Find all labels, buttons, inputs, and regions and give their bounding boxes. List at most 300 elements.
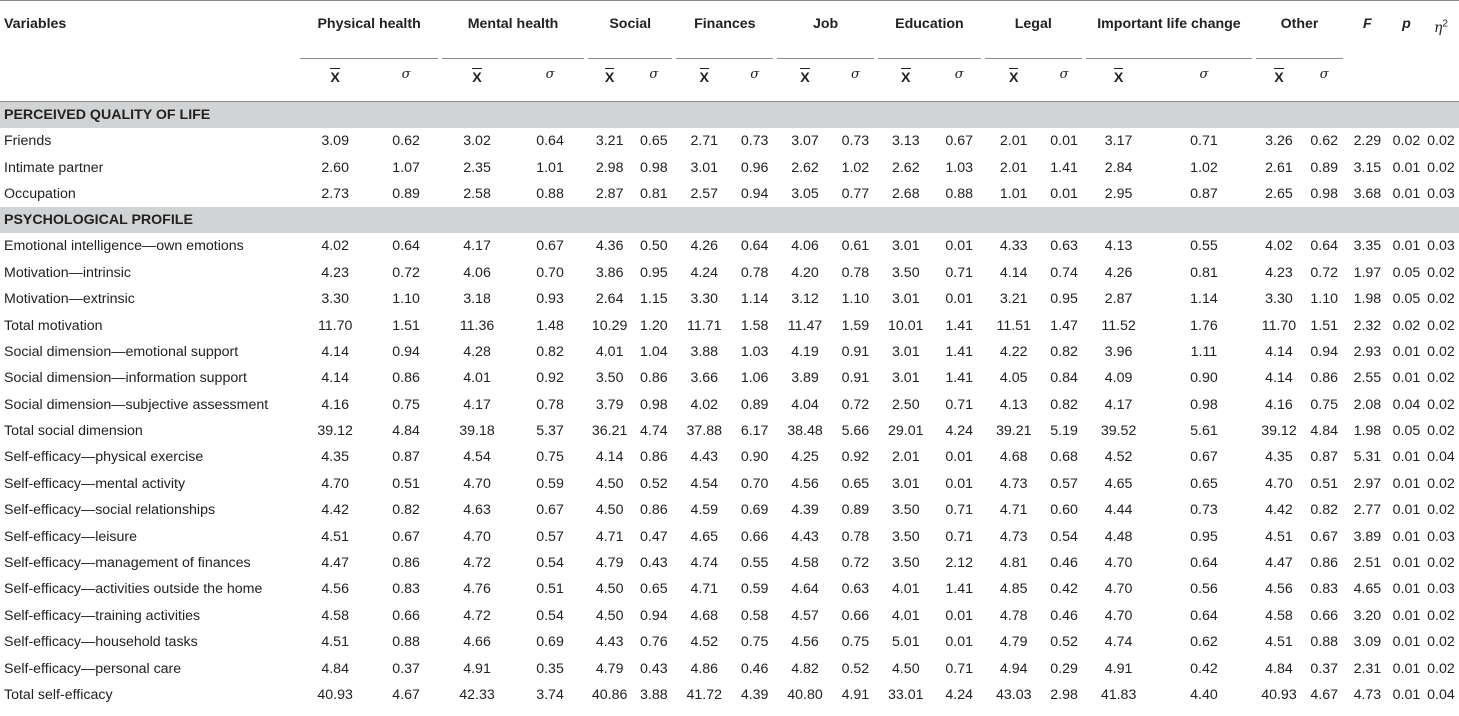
table-cell: 0.01 <box>1392 581 1421 598</box>
table-cell: 38.48 <box>787 423 823 440</box>
table-cell: 1.01 <box>536 159 564 176</box>
table-cell: 0.52 <box>640 475 668 492</box>
table-cell: 5.31 <box>1353 449 1382 466</box>
table-cell: 4.74 <box>1104 634 1133 651</box>
sd-symbol: σ <box>372 59 440 102</box>
table-cell: 4.43 <box>690 449 719 466</box>
table-cell: 4.70 <box>463 475 491 492</box>
table-row <box>0 603 1459 629</box>
mean-symbol: X <box>586 59 633 102</box>
mean-symbol: X <box>1254 59 1303 102</box>
table-cell: 3.86 <box>595 264 624 281</box>
table-cell: 4.43 <box>595 634 624 651</box>
table-cell: 4.76 <box>463 581 491 598</box>
table-cell: 40.80 <box>787 687 823 703</box>
row-label: Self-efficacy—training activities <box>4 607 201 624</box>
table-row <box>0 576 1459 602</box>
table-cell: 2.93 <box>1353 343 1382 360</box>
table-cell: 4.02 <box>690 396 719 413</box>
table-cell: 4.70 <box>321 475 349 492</box>
table-cell: 0.82 <box>1050 396 1078 413</box>
table-cell: 4.74 <box>690 555 719 572</box>
table-cell: 2.55 <box>1353 370 1382 387</box>
table-cell: 0.01 <box>945 291 974 308</box>
table-cell: 4.01 <box>891 607 920 624</box>
table-cell: 0.62 <box>392 133 420 150</box>
group-header-important-life-change: Important life change <box>1084 1 1255 59</box>
row-label: Emotional intelligence—own emotions <box>4 238 244 255</box>
table-cell: 2.12 <box>945 555 974 572</box>
table-cell: 1.98 <box>1353 423 1382 440</box>
table-cell: 4.51 <box>1265 528 1293 545</box>
section-header: PSYCHOLOGICAL PROFILE <box>0 207 1459 233</box>
table-cell: 0.64 <box>392 238 420 255</box>
table-cell: 4.56 <box>791 475 819 492</box>
table-cell: 0.92 <box>841 449 870 466</box>
table-cell: 10.29 <box>591 317 628 334</box>
table-cell: 4.79 <box>595 660 624 677</box>
table-cell: 0.98 <box>640 159 668 176</box>
table-cell: 0.02 <box>1427 159 1455 176</box>
table-cell: 4.47 <box>1265 555 1293 572</box>
table-cell: 3.09 <box>1353 634 1382 651</box>
table-cell: 0.57 <box>1050 475 1078 492</box>
table-cell: 4.51 <box>321 528 349 545</box>
table-cell: 3.21 <box>595 133 624 150</box>
table-cell: 2.87 <box>595 185 624 202</box>
table-row <box>0 365 1459 391</box>
table-cell: 4.84 <box>1265 660 1293 677</box>
table-cell: 0.52 <box>1050 634 1078 651</box>
table-cell: 0.82 <box>1050 343 1078 360</box>
table-cell: 2.98 <box>1050 687 1078 703</box>
table-cell: 3.01 <box>891 343 920 360</box>
table-cell: 1.01 <box>999 185 1028 202</box>
table-cell: 11.36 <box>459 317 495 334</box>
table-cell: 0.51 <box>1310 475 1339 492</box>
table-cell: 4.51 <box>321 634 349 651</box>
table-cell: 40.93 <box>317 687 353 703</box>
table-cell: 0.64 <box>1190 607 1218 624</box>
table-cell: 3.17 <box>1104 133 1133 150</box>
table-cell: 2.71 <box>690 133 719 150</box>
table-cell: 0.02 <box>1427 660 1455 677</box>
mean-symbol: X <box>1084 59 1154 102</box>
table-cell: 0.04 <box>1427 449 1455 466</box>
table-cell: 0.56 <box>1190 581 1218 598</box>
table-cell: 0.05 <box>1392 264 1421 281</box>
row-label: Self-efficacy—social relationships <box>4 502 216 519</box>
table-cell: 4.14 <box>999 264 1028 281</box>
table-cell: 0.50 <box>640 238 668 255</box>
table-row <box>0 339 1459 365</box>
table-cell: 4.40 <box>1190 687 1218 703</box>
table-cell: 4.94 <box>999 660 1028 677</box>
table-cell: 0.90 <box>740 449 769 466</box>
table-row <box>0 497 1459 523</box>
table-cell: 0.37 <box>1310 660 1339 677</box>
table-cell: 0.59 <box>740 581 769 598</box>
table-cell: 0.35 <box>536 660 564 677</box>
group-header-job: Job <box>775 1 876 59</box>
sd-symbol: σ <box>1154 59 1255 102</box>
table-cell: 3.79 <box>595 396 624 413</box>
table-cell: 0.47 <box>640 528 668 545</box>
table-cell: 5.66 <box>841 423 870 440</box>
table-cell: 0.65 <box>640 133 668 150</box>
table-cell: 4.44 <box>1104 502 1133 519</box>
table-cell: 3.50 <box>891 528 920 545</box>
table-cell: 4.70 <box>1265 475 1293 492</box>
table-cell: 0.90 <box>1190 370 1218 387</box>
mean-symbol: X <box>983 59 1045 102</box>
table-cell: 4.22 <box>999 343 1028 360</box>
table-cell: 0.01 <box>1392 528 1421 545</box>
table-cell: 4.13 <box>999 396 1028 413</box>
row-label: Total motivation <box>4 317 103 334</box>
table-cell: 3.01 <box>891 238 920 255</box>
table-cell: 43.03 <box>995 687 1032 703</box>
table-cell: 3.09 <box>321 133 349 150</box>
table-cell: 3.15 <box>1353 159 1382 176</box>
table-cell: 0.76 <box>640 634 668 651</box>
table-cell: 4.79 <box>595 555 624 572</box>
row-label: Friends <box>4 133 52 150</box>
table-cell: 0.04 <box>1427 687 1455 703</box>
table-cell: 0.89 <box>841 502 870 519</box>
table-cell: 4.64 <box>791 581 819 598</box>
table-cell: 4.73 <box>1353 687 1382 703</box>
table-cell: 4.48 <box>1104 528 1133 545</box>
table-row <box>0 655 1459 681</box>
table-cell: 0.01 <box>1050 133 1078 150</box>
table-cell: 0.91 <box>841 370 870 387</box>
table-cell: 0.02 <box>1427 475 1455 492</box>
sd-symbol: σ <box>835 59 876 102</box>
table-cell: 0.86 <box>640 449 668 466</box>
sd-symbol: σ <box>514 59 586 102</box>
table-cell: 0.02 <box>1392 133 1421 150</box>
row-label: Self-efficacy—physical exercise <box>4 449 204 466</box>
table-cell: 4.39 <box>791 502 819 519</box>
table-cell: 4.14 <box>595 449 624 466</box>
table-cell: 5.37 <box>536 423 564 440</box>
table-cell: 1.10 <box>841 291 870 308</box>
table-cell: 39.18 <box>459 423 495 440</box>
table-cell: 2.84 <box>1104 159 1133 176</box>
table-cell: 4.01 <box>463 370 491 387</box>
table-cell: 0.72 <box>841 396 870 413</box>
table-cell: 4.82 <box>791 660 819 677</box>
table-row <box>0 523 1459 549</box>
table-cell: 0.98 <box>1190 396 1218 413</box>
table-cell: 11.70 <box>317 317 353 334</box>
table-cell: 0.78 <box>740 264 769 281</box>
table-cell: 3.07 <box>791 133 819 150</box>
table-cell: 10.01 <box>888 317 924 334</box>
table-cell: 2.65 <box>1265 185 1293 202</box>
table-cell: 0.70 <box>740 475 769 492</box>
table-cell: 4.73 <box>999 528 1028 545</box>
table-cell: 0.55 <box>1190 238 1218 255</box>
table-cell: 0.02 <box>1427 634 1455 651</box>
table-cell: 4.26 <box>1104 264 1133 281</box>
table-cell: 4.01 <box>595 343 624 360</box>
table-cell: 0.93 <box>536 291 564 308</box>
row-label: Self-efficacy—mental activity <box>4 475 186 492</box>
table-cell: 0.01 <box>1392 555 1421 572</box>
table-cell: 4.73 <box>999 475 1028 492</box>
table-cell: 3.02 <box>463 133 491 150</box>
table-cell: 1.41 <box>945 343 974 360</box>
table-cell: 4.05 <box>999 370 1028 387</box>
table-cell: 4.36 <box>595 238 624 255</box>
table-cell: 4.79 <box>999 634 1028 651</box>
table-cell: 1.20 <box>640 317 668 334</box>
table-cell: 0.88 <box>1310 634 1339 651</box>
row-label: Motivation—extrinsic <box>4 291 135 308</box>
row-label: Total self-efficacy <box>4 687 113 703</box>
table-cell: 0.91 <box>841 343 870 360</box>
table-cell: 0.87 <box>1310 449 1339 466</box>
eta-squared-header: $\eta^2$ <box>1423 1 1459 102</box>
table-cell: 4.33 <box>999 238 1028 255</box>
section-header: PERCEIVED QUALITY OF LIFE <box>0 102 1459 129</box>
table-row <box>0 312 1459 338</box>
table-cell: 0.05 <box>1392 423 1421 440</box>
table-cell: 0.87 <box>1190 185 1218 202</box>
table-cell: 4.43 <box>791 528 819 545</box>
table-cell: 0.84 <box>1050 370 1078 387</box>
table-cell: 0.86 <box>1310 555 1339 572</box>
table-cell: 11.51 <box>996 317 1031 334</box>
table-cell: 0.95 <box>1190 528 1218 545</box>
table-cell: 0.95 <box>640 264 668 281</box>
table-cell: 4.06 <box>463 264 491 281</box>
table-cell: 3.50 <box>891 555 920 572</box>
table-cell: 0.03 <box>1427 185 1455 202</box>
subheader-blank <box>0 59 298 102</box>
table-cell: 0.02 <box>1427 502 1455 519</box>
table-cell: 3.13 <box>891 133 920 150</box>
sd-symbol: σ <box>936 59 983 102</box>
table-cell: 0.01 <box>1392 159 1421 176</box>
p-header: p <box>1390 1 1423 102</box>
table-cell: 4.16 <box>1265 396 1293 413</box>
table-cell: 2.31 <box>1353 660 1382 677</box>
table-cell: 0.71 <box>945 660 974 677</box>
table-cell: 1.51 <box>1310 317 1339 334</box>
sd-symbol: σ <box>734 59 775 102</box>
table-cell: 4.86 <box>690 660 719 677</box>
table-cell: 0.65 <box>640 581 668 598</box>
table-cell: 0.71 <box>945 502 974 519</box>
table-cell: 1.15 <box>640 291 668 308</box>
table-cell: 0.42 <box>1050 581 1078 598</box>
table-cell: 3.01 <box>891 475 920 492</box>
table-cell: 0.02 <box>1427 423 1455 440</box>
table-cell: 0.88 <box>536 185 564 202</box>
table-cell: 1.06 <box>740 370 769 387</box>
table-cell: 0.02 <box>1427 555 1455 572</box>
table-cell: 0.72 <box>1310 264 1339 281</box>
table-cell: 3.01 <box>690 159 719 176</box>
table-cell: 0.78 <box>841 528 870 545</box>
table-cell: 0.72 <box>841 555 870 572</box>
table-cell: 3.21 <box>999 291 1028 308</box>
table-cell: 4.58 <box>791 555 819 572</box>
table-cell: 4.84 <box>321 660 349 677</box>
table-cell: 0.01 <box>1392 607 1421 624</box>
table-cell: 4.56 <box>321 581 349 598</box>
table-cell: 0.03 <box>1427 581 1455 598</box>
table-cell: 3.89 <box>1353 528 1382 545</box>
table-cell: 0.73 <box>841 133 870 150</box>
table-row <box>0 260 1459 286</box>
table-cell: 4.09 <box>1104 370 1133 387</box>
table-cell: 0.67 <box>1310 528 1339 545</box>
table-cell: 0.01 <box>945 607 974 624</box>
table-cell: 4.71 <box>690 581 719 598</box>
table-cell: 4.39 <box>740 687 769 703</box>
mean-symbol: X <box>674 59 734 102</box>
table-cell: 0.89 <box>392 185 420 202</box>
table-cell: 0.92 <box>536 370 564 387</box>
table-cell: 4.63 <box>463 502 491 519</box>
table-cell: 0.82 <box>392 502 420 519</box>
f-header: F <box>1345 1 1390 102</box>
table-cell: 4.58 <box>321 607 349 624</box>
table-cell: 4.50 <box>595 502 624 519</box>
table-cell: 37.88 <box>686 423 722 440</box>
table-cell: 4.02 <box>321 238 349 255</box>
table-cell: 4.91 <box>463 660 491 677</box>
table-cell: 0.01 <box>945 475 974 492</box>
table-cell: 1.51 <box>392 317 420 334</box>
table-cell: 0.82 <box>536 343 564 360</box>
table-cell: 4.14 <box>1265 343 1293 360</box>
table-cell: 39.12 <box>317 423 353 440</box>
table-cell: 2.01 <box>891 449 920 466</box>
table-cell: 2.98 <box>595 159 624 176</box>
table-cell: 0.02 <box>1427 370 1455 387</box>
table-cell: 3.26 <box>1265 133 1293 150</box>
table-cell: 0.68 <box>1050 449 1078 466</box>
table-cell: 4.19 <box>791 343 819 360</box>
table-cell: 1.02 <box>841 159 870 176</box>
table-cell: 1.41 <box>945 581 974 598</box>
table-cell: 0.66 <box>841 607 870 624</box>
table-cell: 4.57 <box>791 607 819 624</box>
table-cell: 0.75 <box>392 396 420 413</box>
table-cell: 0.71 <box>945 396 974 413</box>
table-cell: 0.67 <box>1190 449 1218 466</box>
table-cell: 2.35 <box>463 159 491 176</box>
table-cell: 0.54 <box>1050 528 1078 545</box>
table-cell: 1.41 <box>1050 159 1078 176</box>
table-cell: 0.73 <box>1190 502 1218 519</box>
table-cell: 0.43 <box>640 555 668 572</box>
table-cell: 4.58 <box>1265 607 1293 624</box>
table-cell: 5.19 <box>1050 423 1078 440</box>
table-cell: 2.97 <box>1353 475 1382 492</box>
table-cell: 4.56 <box>1265 581 1293 598</box>
mean-symbol: X <box>775 59 835 102</box>
table-cell: 0.01 <box>1392 343 1421 360</box>
table-cell: 0.78 <box>841 264 870 281</box>
table-cell: 4.06 <box>791 238 819 255</box>
sd-symbol: σ <box>1045 59 1084 102</box>
table-cell: 33.01 <box>888 687 924 703</box>
table-cell: 11.71 <box>687 317 722 334</box>
table-cell: 0.01 <box>1392 502 1421 519</box>
table-cell: 0.29 <box>1050 660 1078 677</box>
table-cell: 1.03 <box>945 159 974 176</box>
table-cell: 1.03 <box>740 343 769 360</box>
table-cell: 42.33 <box>459 687 495 703</box>
table-row <box>0 629 1459 655</box>
table-cell: 0.43 <box>640 660 668 677</box>
table-cell: 3.74 <box>536 687 564 703</box>
table-cell: 4.74 <box>640 423 668 440</box>
table-cell: 1.58 <box>740 317 769 334</box>
table-cell: 3.30 <box>690 291 719 308</box>
table-cell: 0.64 <box>740 238 769 255</box>
table-cell: 4.56 <box>791 634 819 651</box>
table-cell: 2.29 <box>1353 133 1382 150</box>
table-cell: 3.18 <box>463 291 491 308</box>
table-cell: 3.35 <box>1353 238 1382 255</box>
table-cell: 0.54 <box>536 555 564 572</box>
table-cell: 0.81 <box>1190 264 1218 281</box>
table-cell: 4.67 <box>1310 687 1339 703</box>
table-cell: 0.71 <box>1190 133 1218 150</box>
table-cell: 0.69 <box>536 634 564 651</box>
table-cell: 0.57 <box>536 528 564 545</box>
table-cell: 2.62 <box>791 159 819 176</box>
table-cell: 0.94 <box>1310 343 1339 360</box>
row-label: Total social dimension <box>4 423 143 440</box>
table-cell: 1.11 <box>1190 343 1218 360</box>
table-cell: 0.69 <box>740 502 769 519</box>
table-cell: 4.47 <box>321 555 349 572</box>
table-cell: 0.54 <box>536 607 564 624</box>
table-cell: 4.35 <box>1265 449 1293 466</box>
table-cell: 0.64 <box>1310 238 1339 255</box>
table-cell: 3.88 <box>640 687 668 703</box>
table-cell: 0.71 <box>945 528 974 545</box>
table-row <box>0 418 1459 444</box>
variables-header: Variables <box>0 1 298 59</box>
table-cell: 0.55 <box>740 555 769 572</box>
table-cell: 3.20 <box>1353 607 1382 624</box>
table-cell: 0.01 <box>1392 687 1421 703</box>
table-cell: 0.86 <box>392 370 420 387</box>
table-cell: 0.71 <box>945 264 974 281</box>
table-cell: 0.01 <box>1392 660 1421 677</box>
table-cell: 2.01 <box>999 133 1028 150</box>
group-header-education: Education <box>876 1 983 59</box>
table-cell: 4.84 <box>392 423 420 440</box>
table-cell: 0.77 <box>841 185 870 202</box>
table-cell: 2.87 <box>1104 291 1133 308</box>
table-cell: 0.94 <box>640 607 668 624</box>
table-cell: 4.14 <box>1265 370 1293 387</box>
table-cell: 29.01 <box>888 423 924 440</box>
table-cell: 2.50 <box>891 396 920 413</box>
table-cell: 5.01 <box>891 634 920 651</box>
table-cell: 2.58 <box>463 185 491 202</box>
